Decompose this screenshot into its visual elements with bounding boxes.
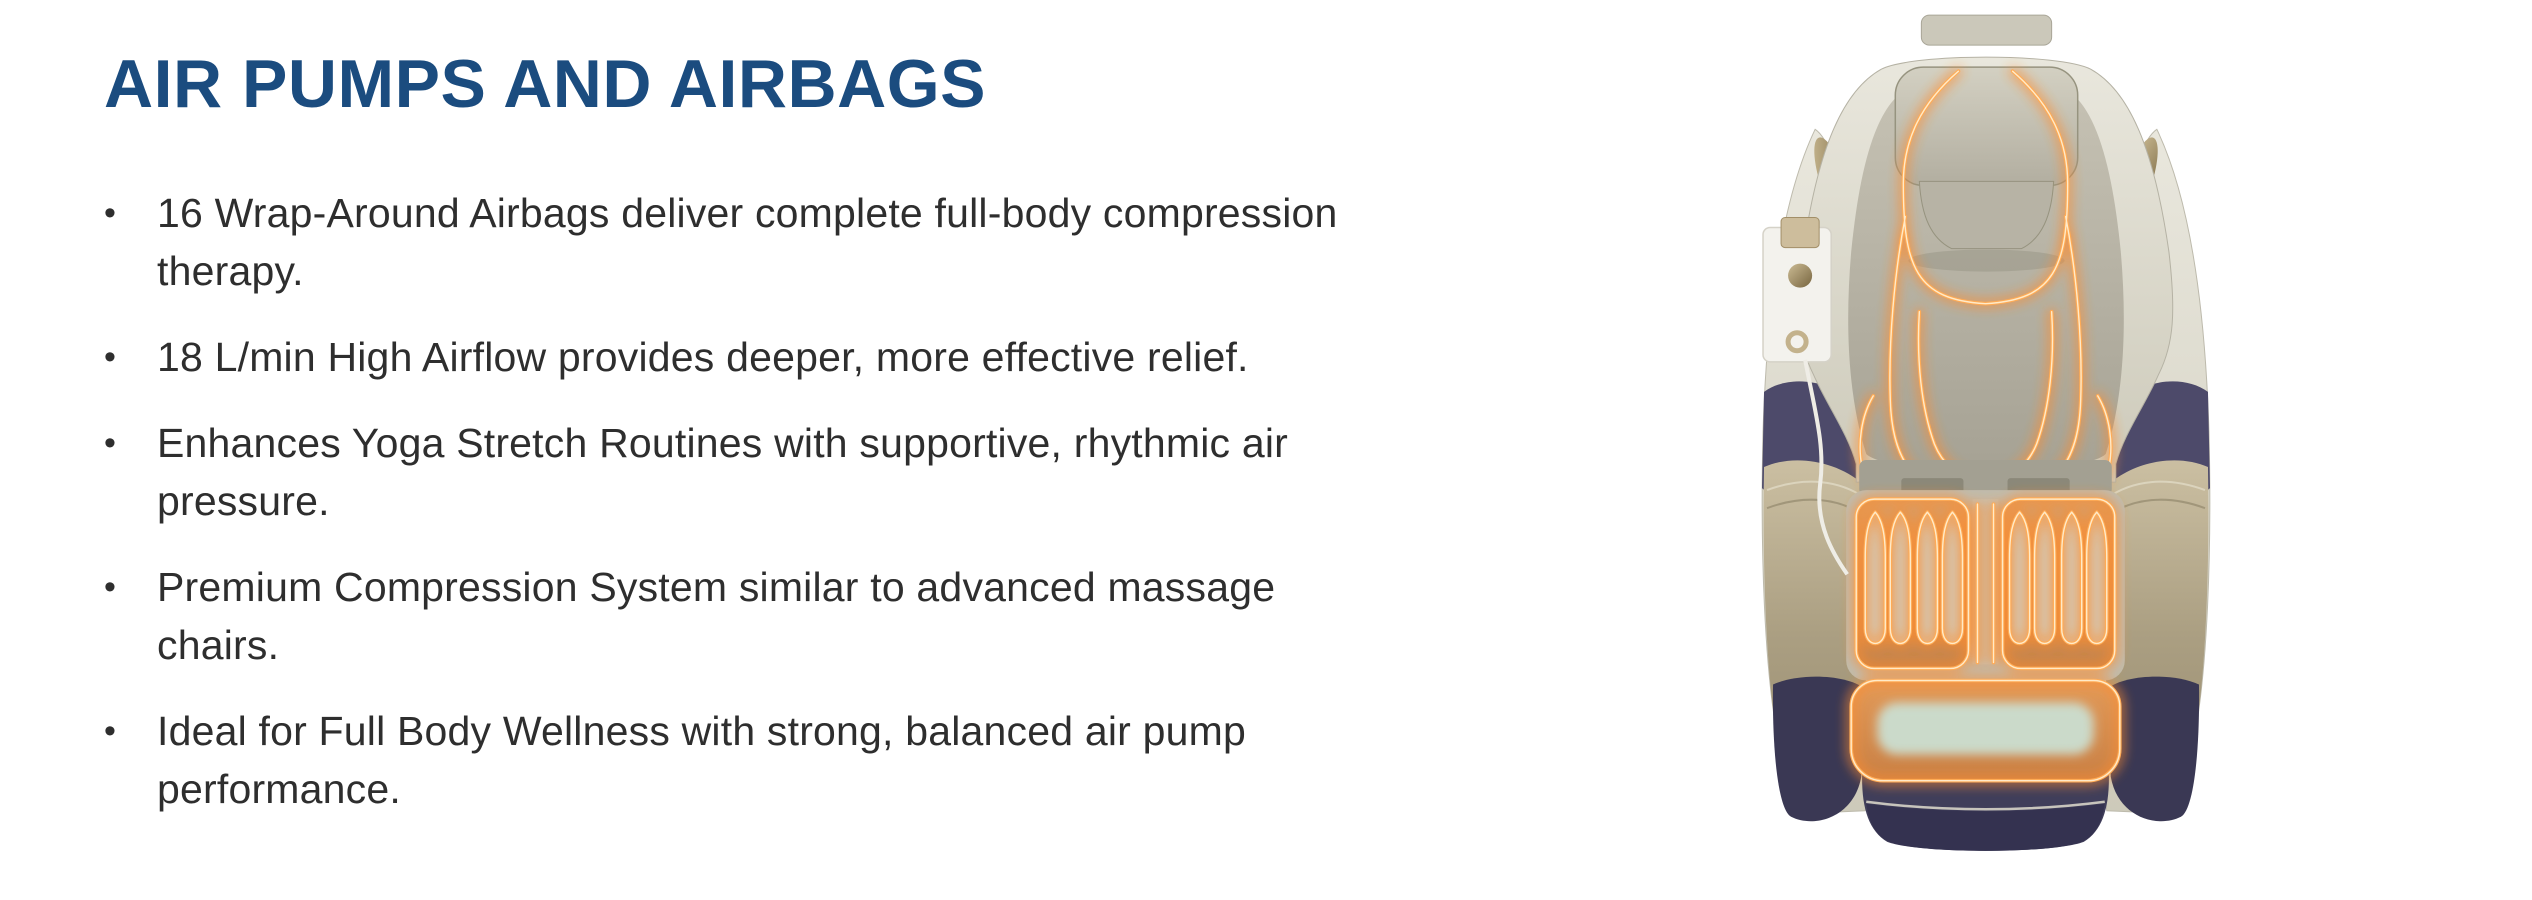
feature-bullet-item bbox=[104, 702, 1554, 818]
feature-bullet-item bbox=[104, 558, 1554, 674]
bullet-text: Premium Compression System similar to advanced massage chairs. bbox=[157, 564, 1276, 668]
footrest bbox=[1851, 681, 2120, 781]
footrest-mint-pad bbox=[1877, 703, 2093, 755]
headrest-top-tab bbox=[1921, 15, 2051, 45]
bullet-marker: • bbox=[104, 424, 116, 462]
feature-bullet-item bbox=[104, 328, 1554, 386]
bullet-text: Enhances Yoga Stretch Routines with supportive, rhythmic air pressure. bbox=[157, 420, 1288, 524]
bullet-text: Ideal for Full Body Wellness with strong, balanced air pump performance. bbox=[157, 708, 1246, 812]
bullet-marker: • bbox=[104, 712, 116, 750]
section-title: AIR PUMPS AND AIRBAGS bbox=[104, 46, 986, 122]
bullet-marker: • bbox=[104, 568, 116, 606]
bullet-text: 16 Wrap-Around Airbags deliver complete full-body compression therapy. bbox=[157, 190, 1338, 294]
feature-bullet-item bbox=[104, 184, 1554, 300]
feature-bullet-item bbox=[104, 414, 1554, 530]
bullet-marker: • bbox=[104, 338, 116, 376]
massage-chair-illustration bbox=[1753, 10, 2219, 884]
remote-hook-knob bbox=[1788, 264, 1812, 288]
bullet-text: 18 L/min High Airflow provides deeper, more effective relief. bbox=[157, 334, 1249, 380]
massage-chair-airbag-glow-svg bbox=[1753, 10, 2219, 884]
bullet-marker: • bbox=[104, 194, 116, 232]
feature-text-panel bbox=[104, 46, 1554, 846]
feature-list bbox=[104, 184, 1554, 818]
